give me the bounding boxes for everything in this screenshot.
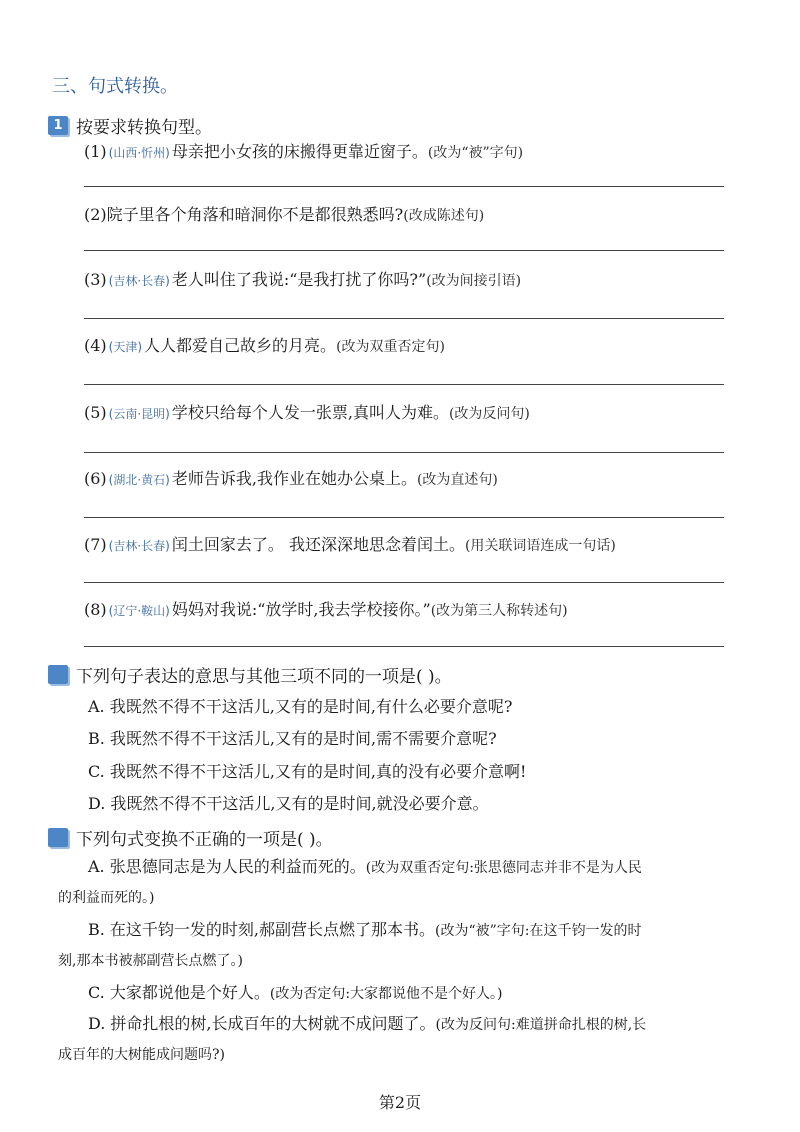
q1-item-1: (1) (山西·忻州) 母亲把小女孩的床搬得更靠近窗子。(改为“被”字句) [84, 142, 524, 161]
answer-line-4[interactable] [84, 384, 724, 385]
q1-item-6: (6) (湖北·黄石) 老师告诉我,我作业在她办公桌上。(改为直述句) [84, 469, 498, 488]
q1-item-4: (4) (天津) 人人都爱自己故乡的月亮。(改为双重否定句) [84, 336, 445, 355]
question-2-header [48, 662, 452, 687]
page-number: 第2页 [378, 1093, 422, 1112]
q3-option-a[interactable]: A. 张思德同志是为人民的利益而死的。(改为双重否定句:张思德同志并非不是为人民 的利益而死的。) [58, 857, 642, 906]
answer-line-7[interactable] [84, 582, 724, 583]
answer-line-2[interactable] [84, 250, 724, 251]
q1-item-8: (8) (辽宁·鞍山) 妈妈对我说:“放学时,我去学校接你。”(改为第三人称转述句) [84, 600, 568, 619]
q2-option-b[interactable]: B. 我既然不得不干这活儿,又有的是时间,需不需要介意呢? [88, 729, 497, 748]
answer-line-3[interactable] [84, 318, 724, 319]
answer-line-5[interactable] [84, 452, 724, 453]
question-3-badge-icon [48, 828, 68, 847]
q3-option-c[interactable]: C. 大家都说他是个好人。(改为否定句:大家都说他不是个好人。) [88, 983, 503, 1002]
q2-option-a[interactable]: A. 我既然不得不干这活儿,又有的是时间,有什么必要介意呢? [88, 697, 513, 716]
q3-option-d[interactable]: D. 拼命扎根的树,长成百年的大树就不成问题了。(改为反问句:难道拼命扎根的树,长 成百年的大树能成问题吗?) [58, 1014, 647, 1063]
section-title: 三、句式转换。 [52, 76, 178, 97]
answer-line-6[interactable] [84, 517, 724, 518]
question-1-header [48, 113, 212, 138]
question-3-title: 下列句式变换不正确的一项是( )。 [76, 830, 333, 850]
answer-line-8[interactable] [84, 646, 724, 647]
question-1-title: 按要求转换句型。 [76, 118, 212, 138]
question-2-badge-icon [48, 665, 68, 684]
question-3-header [48, 825, 333, 850]
q2-option-d[interactable]: D. 我既然不得不干这活儿,又有的是时间,就没必要介意。 [88, 794, 489, 813]
q1-item-5: (5) (云南·昆明) 学校只给每个人发一张票,真叫人为难。(改为反问句) [84, 403, 530, 422]
question-2-title: 下列句子表达的意思与其他三项不同的一项是( )。 [76, 667, 452, 687]
q1-item-7: (7) (吉林·长春) 闰土回家去了。 我还深深地思念着闰土。(用关联词语连成一句话) [84, 535, 616, 554]
q1-item-3: (3) (吉林·长春) 老人叫住了我说:“是我打扰了你吗?”(改为间接引语) [84, 270, 522, 289]
q2-option-c[interactable]: C. 我既然不得不干这活儿,又有的是时间,真的没有必要介意啊! [88, 762, 527, 781]
answer-line-1[interactable] [84, 186, 724, 187]
question-1-badge: 1 [48, 116, 68, 135]
q1-item-2: (2)院子里各个角落和暗洞你不是都很熟悉吗?(改成陈述句) [84, 205, 485, 224]
q3-option-b[interactable]: B. 在这千钧一发的时刻,郝副营长点燃了那本书。(改为“被”字句:在这千钧一发的时 刻,那本书被郝副营长点燃了。) [58, 920, 642, 969]
